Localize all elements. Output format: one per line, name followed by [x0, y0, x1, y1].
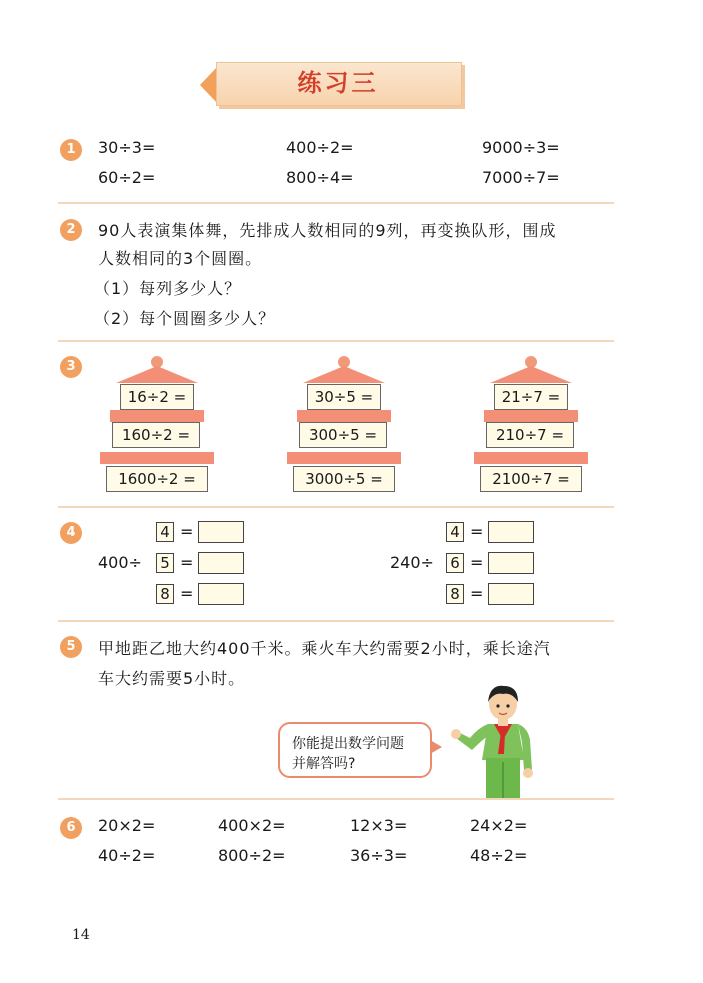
- page-number: 14: [72, 927, 90, 943]
- divisor-box: 6: [446, 553, 464, 573]
- equals-sign: =: [470, 584, 484, 603]
- answer-box[interactable]: [488, 583, 534, 605]
- divider: [58, 202, 614, 204]
- title-banner: [200, 62, 462, 108]
- ex2-question-1: （1）每列多少人？: [94, 279, 242, 298]
- pagoda-2-floor-2: 300÷5 =: [299, 422, 387, 448]
- pagoda-roof: [474, 452, 588, 464]
- ex2-text-line-1: 90人表演集体舞，先排成人数相同的9列，再变换队形，围成: [98, 221, 557, 240]
- equals-sign: =: [470, 522, 484, 541]
- divisor-box: 5: [156, 553, 174, 573]
- ex6-item: 24×2=: [470, 816, 528, 835]
- divider: [58, 506, 614, 508]
- divider: [58, 340, 614, 342]
- pagoda-1: [98, 356, 216, 492]
- answer-box[interactable]: [198, 521, 244, 543]
- ex6-item: 36÷3=: [350, 846, 408, 865]
- ex6-item: 40÷2=: [98, 846, 156, 865]
- exercise-2-number: 2: [60, 219, 82, 241]
- answer-box[interactable]: [198, 552, 244, 574]
- ex6-item: 20×2=: [98, 816, 156, 835]
- pagoda-roof: [297, 410, 391, 422]
- equals-sign: =: [470, 553, 484, 572]
- equals-sign: =: [180, 522, 194, 541]
- pagoda-roof: [303, 366, 385, 383]
- pagoda-1-floor-2: 160÷2 =: [112, 422, 200, 448]
- ex5-text-line-2: 车大约需要5小时。: [98, 669, 246, 688]
- pagoda-3: [472, 356, 590, 492]
- exercise-6-number: 6: [60, 817, 82, 839]
- ex2-question-2: （2）每个圆圈多少人？: [94, 309, 276, 328]
- pagoda-2-floor-1: 30÷5 =: [307, 384, 381, 410]
- pagoda-roof: [490, 366, 572, 383]
- speech-line-1: 你能提出数学问题: [292, 736, 404, 752]
- pagoda-1-floor-1: 16÷2 =: [120, 384, 194, 410]
- exercise-5-number: 5: [60, 636, 82, 658]
- pagoda-roof: [110, 410, 204, 422]
- ex6-item: 400×2=: [218, 816, 286, 835]
- exercise-4-number: 4: [60, 522, 82, 544]
- ex4-dividend: 400÷: [98, 553, 142, 572]
- divisor-box: 8: [156, 584, 174, 604]
- ex1-item: 9000÷3=: [482, 138, 560, 157]
- ex6-item: 12×3=: [350, 816, 408, 835]
- equals-sign: =: [180, 584, 194, 603]
- pagoda-roof: [484, 410, 578, 422]
- divider: [58, 620, 614, 622]
- divisor-box: 8: [446, 584, 464, 604]
- pagoda-roof: [100, 452, 214, 464]
- ex1-item: 60÷2=: [98, 168, 156, 187]
- page-title: 练习三: [297, 69, 379, 97]
- pagoda-1-floor-3: 1600÷2 =: [106, 466, 208, 492]
- ex1-item: 400÷2=: [286, 138, 354, 157]
- ex6-item: 800÷2=: [218, 846, 286, 865]
- ex5-text-line-1: 甲地距乙地大约400千米。乘火车大约需要2小时，乘长途汽: [98, 639, 551, 658]
- answer-box[interactable]: [488, 521, 534, 543]
- divisor-box: 4: [156, 522, 174, 542]
- pagoda-3-floor-1: 21÷7 =: [494, 384, 568, 410]
- speech-line-2: 并解答吗?: [292, 756, 356, 772]
- exercise-3-number: 3: [60, 356, 82, 378]
- pagoda-3-floor-2: 210÷7 =: [486, 422, 574, 448]
- ex1-item: 7000÷7=: [482, 168, 560, 187]
- boy-illustration: [448, 680, 558, 800]
- pagoda-roof: [287, 452, 401, 464]
- pagoda-3-floor-3: 2100÷7 =: [480, 466, 582, 492]
- speech-tail-icon: [430, 740, 442, 754]
- equals-sign: =: [180, 553, 194, 572]
- pagoda-2-floor-3: 3000÷5 =: [293, 466, 395, 492]
- divisor-box: 4: [446, 522, 464, 542]
- exercise-1-number: 1: [60, 139, 82, 161]
- speech-bubble: [278, 722, 432, 778]
- answer-box[interactable]: [488, 552, 534, 574]
- answer-box[interactable]: [198, 583, 244, 605]
- pagoda-2: [285, 356, 403, 492]
- pagoda-roof: [116, 366, 198, 383]
- ex6-item: 48÷2=: [470, 846, 528, 865]
- ex1-item: 800÷4=: [286, 168, 354, 187]
- ex1-item: 30÷3=: [98, 138, 156, 157]
- divider: [58, 798, 614, 800]
- ex4-dividend: 240÷: [390, 553, 434, 572]
- ex2-text-line-2: 人数相同的3个圆圈。: [98, 249, 263, 268]
